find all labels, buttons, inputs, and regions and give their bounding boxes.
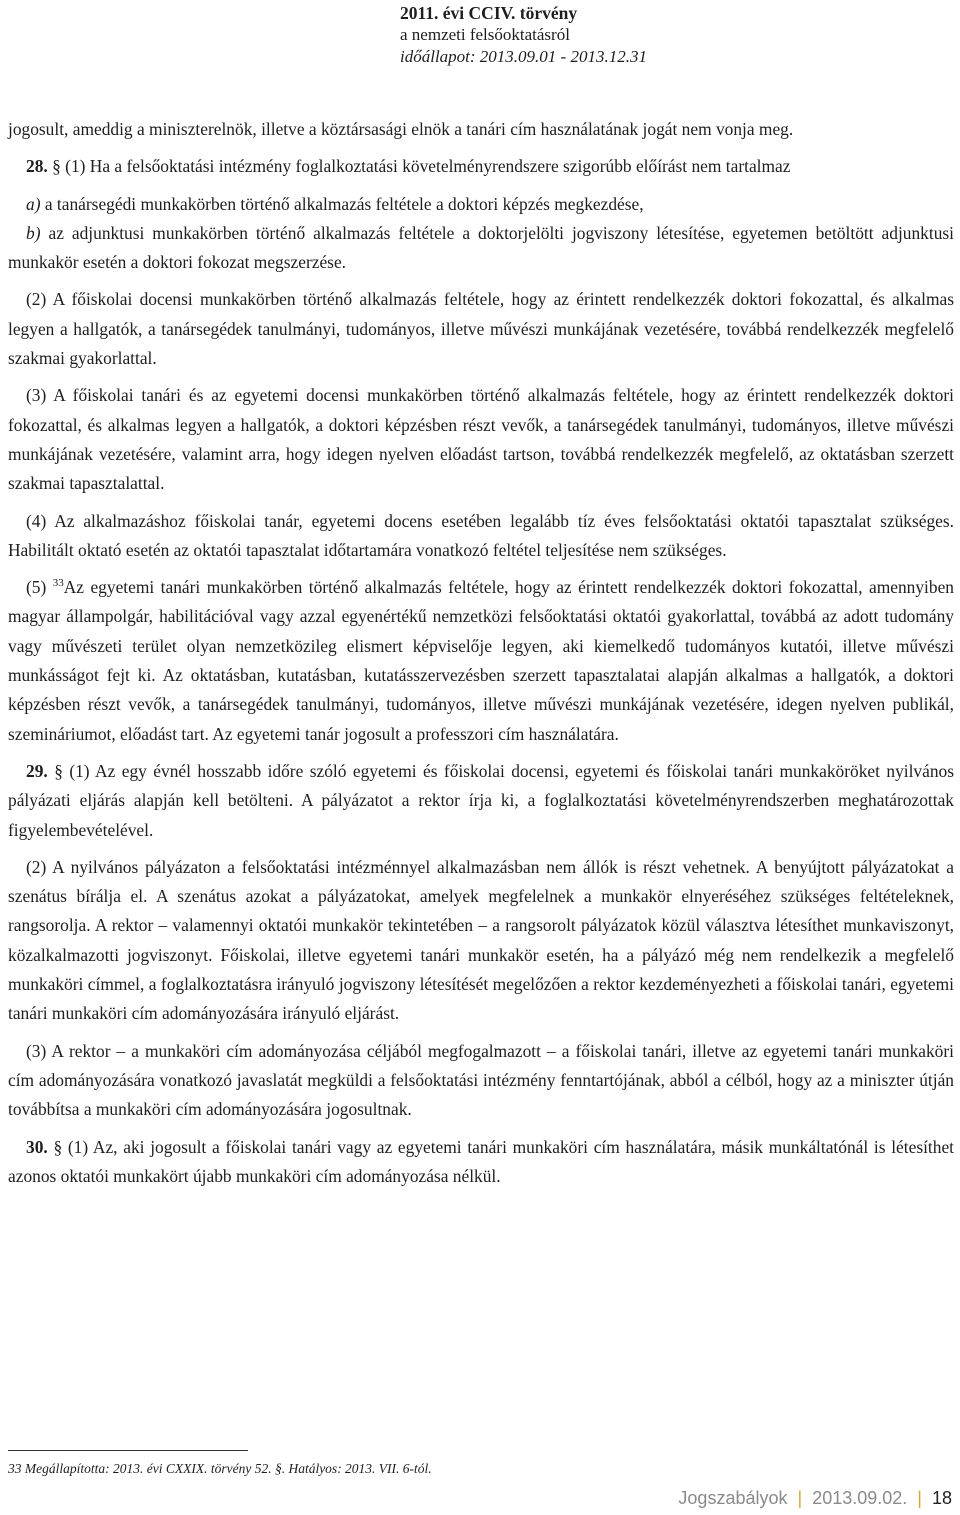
section-text: (1) Az, aki jogosult a főiskolai tanári vagy az egyetemi tanári munkaköri cím használatára, másik munkáltatónál is létesíthet azonos oktatói munkakört újabb munkaköri cím adományozása nélkül. (8, 1136, 954, 1186)
law-subject: a nemzeti felsőoktatásról (400, 25, 570, 44)
paragraph-continuation: jogosult, ameddig a miniszterelnök, illetve a köztársasági elnök a tanári cím használatának jogát nem vonja meg. (8, 119, 794, 139)
document-body (8, 115, 954, 1191)
page-footer (678, 1488, 952, 1509)
section-text: (1) Az egy évnél hosszabb időre szóló egyetemi és főiskolai docensi, egyetemi és főiskolai tanári munkaköröket nyilvános pályázati eljárás alapján kell betölteni. A pályázatot a rektor írja ki, a foglalkoztatási követelményrendszerben meghatározottak figyelembevételével. (8, 760, 954, 840)
section-29-para-2: (2) A nyilvános pályázaton a felsőoktatási intézménnyel alkalmazásban nem állók is részt vehetnek. A benyújtott pályázatokat a szenátus bírálja el. A szenátus azokat a pályázatokat, amelyek megfelelnek a munkakör elnyeréséhez szükséges feltételeknek, rangsorolja. A rektor – valamennyi oktatói munkakör tekintetében – a rangsorolt pályázatok közül választva létesíthet munkaviszonyt, közalkalmazotti jogviszonyt. Főiskolai, illetve egyetemi tanári munkakör esetén, ha a pályázó még nem rendelkezik a megfelelő munkaköri címmel, a foglalkoztatásra irányuló jogviszony létesítését megelőzően a rektor kezdeményezheti a főiskolai tanári, egyetemi tanári munkaköri cím adományozására irányuló eljárást. (8, 856, 954, 1024)
point-text: az adjunktusi munkakörben történő alkalmazás feltétele a doktorjelölti jogviszony létesítése, egyetemen betöltött adjunktusi munkakör esetén a doktori fokozat megszerzése. (8, 222, 954, 273)
section-sign: § (53, 1136, 63, 1157)
header-block (400, 2, 647, 68)
page-header (0, 0, 960, 72)
section-30-para-1 (8, 1133, 954, 1192)
section-text: (1) Ha a felsőoktatási intézmény foglalkoztatási követelményrendszere szigorúbb előírást nem tartalmaz (60, 156, 791, 177)
section-number: 28. (26, 156, 48, 177)
section-29-para-1 (8, 757, 954, 845)
point-label: b) (26, 222, 41, 243)
footnote-divider (8, 1450, 248, 1451)
footer-date: 2013.09.02. (812, 1488, 908, 1508)
para-number: (5) (26, 577, 53, 598)
section-sign: § (54, 760, 63, 781)
point-text: a tanársegédi munkakörben történő alkalmazás feltétele a doktori képzés megkezdése, (40, 193, 644, 214)
footer-source: Jogszabályok (678, 1488, 788, 1508)
section-29-para-3: (3) A rektor – a munkaköri cím adományozása céljából megfogalmazott – a főiskolai tanári, illetve az egyetemi tanári munkaköri cím adományozására vonatkozó javaslatát megküldi a felsőoktatási intézmény fenntartójának, abból a célból, hogy az a miniszter útján továbbítsa a munkaköri cím adományozására jogosultnak. (8, 1040, 954, 1120)
point-b (8, 219, 954, 278)
section-28-para-4: (4) Az alkalmazáshoz főiskolai tanár, egyetemi docens esetében legalább tíz éves felsőoktatási oktatói tapasztalat szükséges. Habilitált oktató esetén az oktatói tapasztalat időtartamára vonatkozó feltétel teljesítése nem szükséges. (8, 510, 954, 560)
section-28-para-1 (8, 152, 954, 181)
section-28-para-2: (2) A főiskolai docensi munkakörben történő alkalmazás feltétele, hogy az érintett rendelkezzék doktori fokozattal, és alkalmas legyen a hallgatók, a tanársegédek tanulmányi, tudományos, illetve művészi munkájának vezetésére, továbbá rendelkezzék megfelelő szakmai gyakorlattal. (8, 289, 954, 369)
section-28-para-5 (8, 573, 954, 749)
section-sign: § (52, 156, 61, 177)
section-28-para-3: (3) A főiskolai tanári és az egyetemi docensi munkakörben történő alkalmazás feltétele, hogy az érintett rendelkezzék doktori fokozattal, és alkalmas legyen a hallgatók, a doktori képzésben részt vevők, a tanársegédek tanulmányi, tudományos, illetve művészi munkájának vezetésére, valamint arra, hogy idegen nyelven előadást tartson, továbbá rendelkezzék megfelelő, az oktatásban szerzett szakmai tapasztalattal. (8, 385, 954, 494)
page-number: 18 (931, 1488, 952, 1508)
law-title: 2011. évi CCIV. törvény (400, 3, 578, 23)
point-a (8, 190, 954, 219)
footer-separator: | (917, 1488, 922, 1508)
footnote-ref[interactable]: 33 (52, 577, 64, 590)
footnote-33: 33 Megállapította: 2013. évi CXXIX. törvény 52. §. Hatályos: 2013. VII. 6-tól. (8, 1461, 432, 1476)
section-number: 29. (26, 760, 48, 781)
footer-separator: | (797, 1488, 803, 1508)
section-number: 30. (26, 1136, 48, 1157)
effective-period: időállapot: 2013.09.01 - 2013.12.31 (400, 47, 647, 66)
point-label: a) (26, 193, 41, 214)
para-text: Az egyetemi tanári munkakörben történő alkalmazás feltétele, hogy az érintett rendelkezzék doktori fokozattal, amennyiben magyar állampolgár, habilitációval vagy azzal egyenértékű nemzetközi felsőoktatási oktatói gyakorlattal, továbbá az adott tudomány vagy művészeti terület olyan nemzetközileg elismert képviselője legyen, aki kiemelkedő tudományos kutatói, illetve művészi munkásságot fejt ki. Az oktatásban, kutatásban, kutatásszervezésben szerzett tapasztalatai alapján alkalmas a hallgatók, a doktori képzésben részt vevők, a tanársegédek tanulmányi, tudományos, illetve művészi munkájának vezetésére, idegen nyelven publikál, szemináriumot, előadást tart. Az egyetemi tanár jogosult a professzori cím használatára. (8, 577, 954, 744)
